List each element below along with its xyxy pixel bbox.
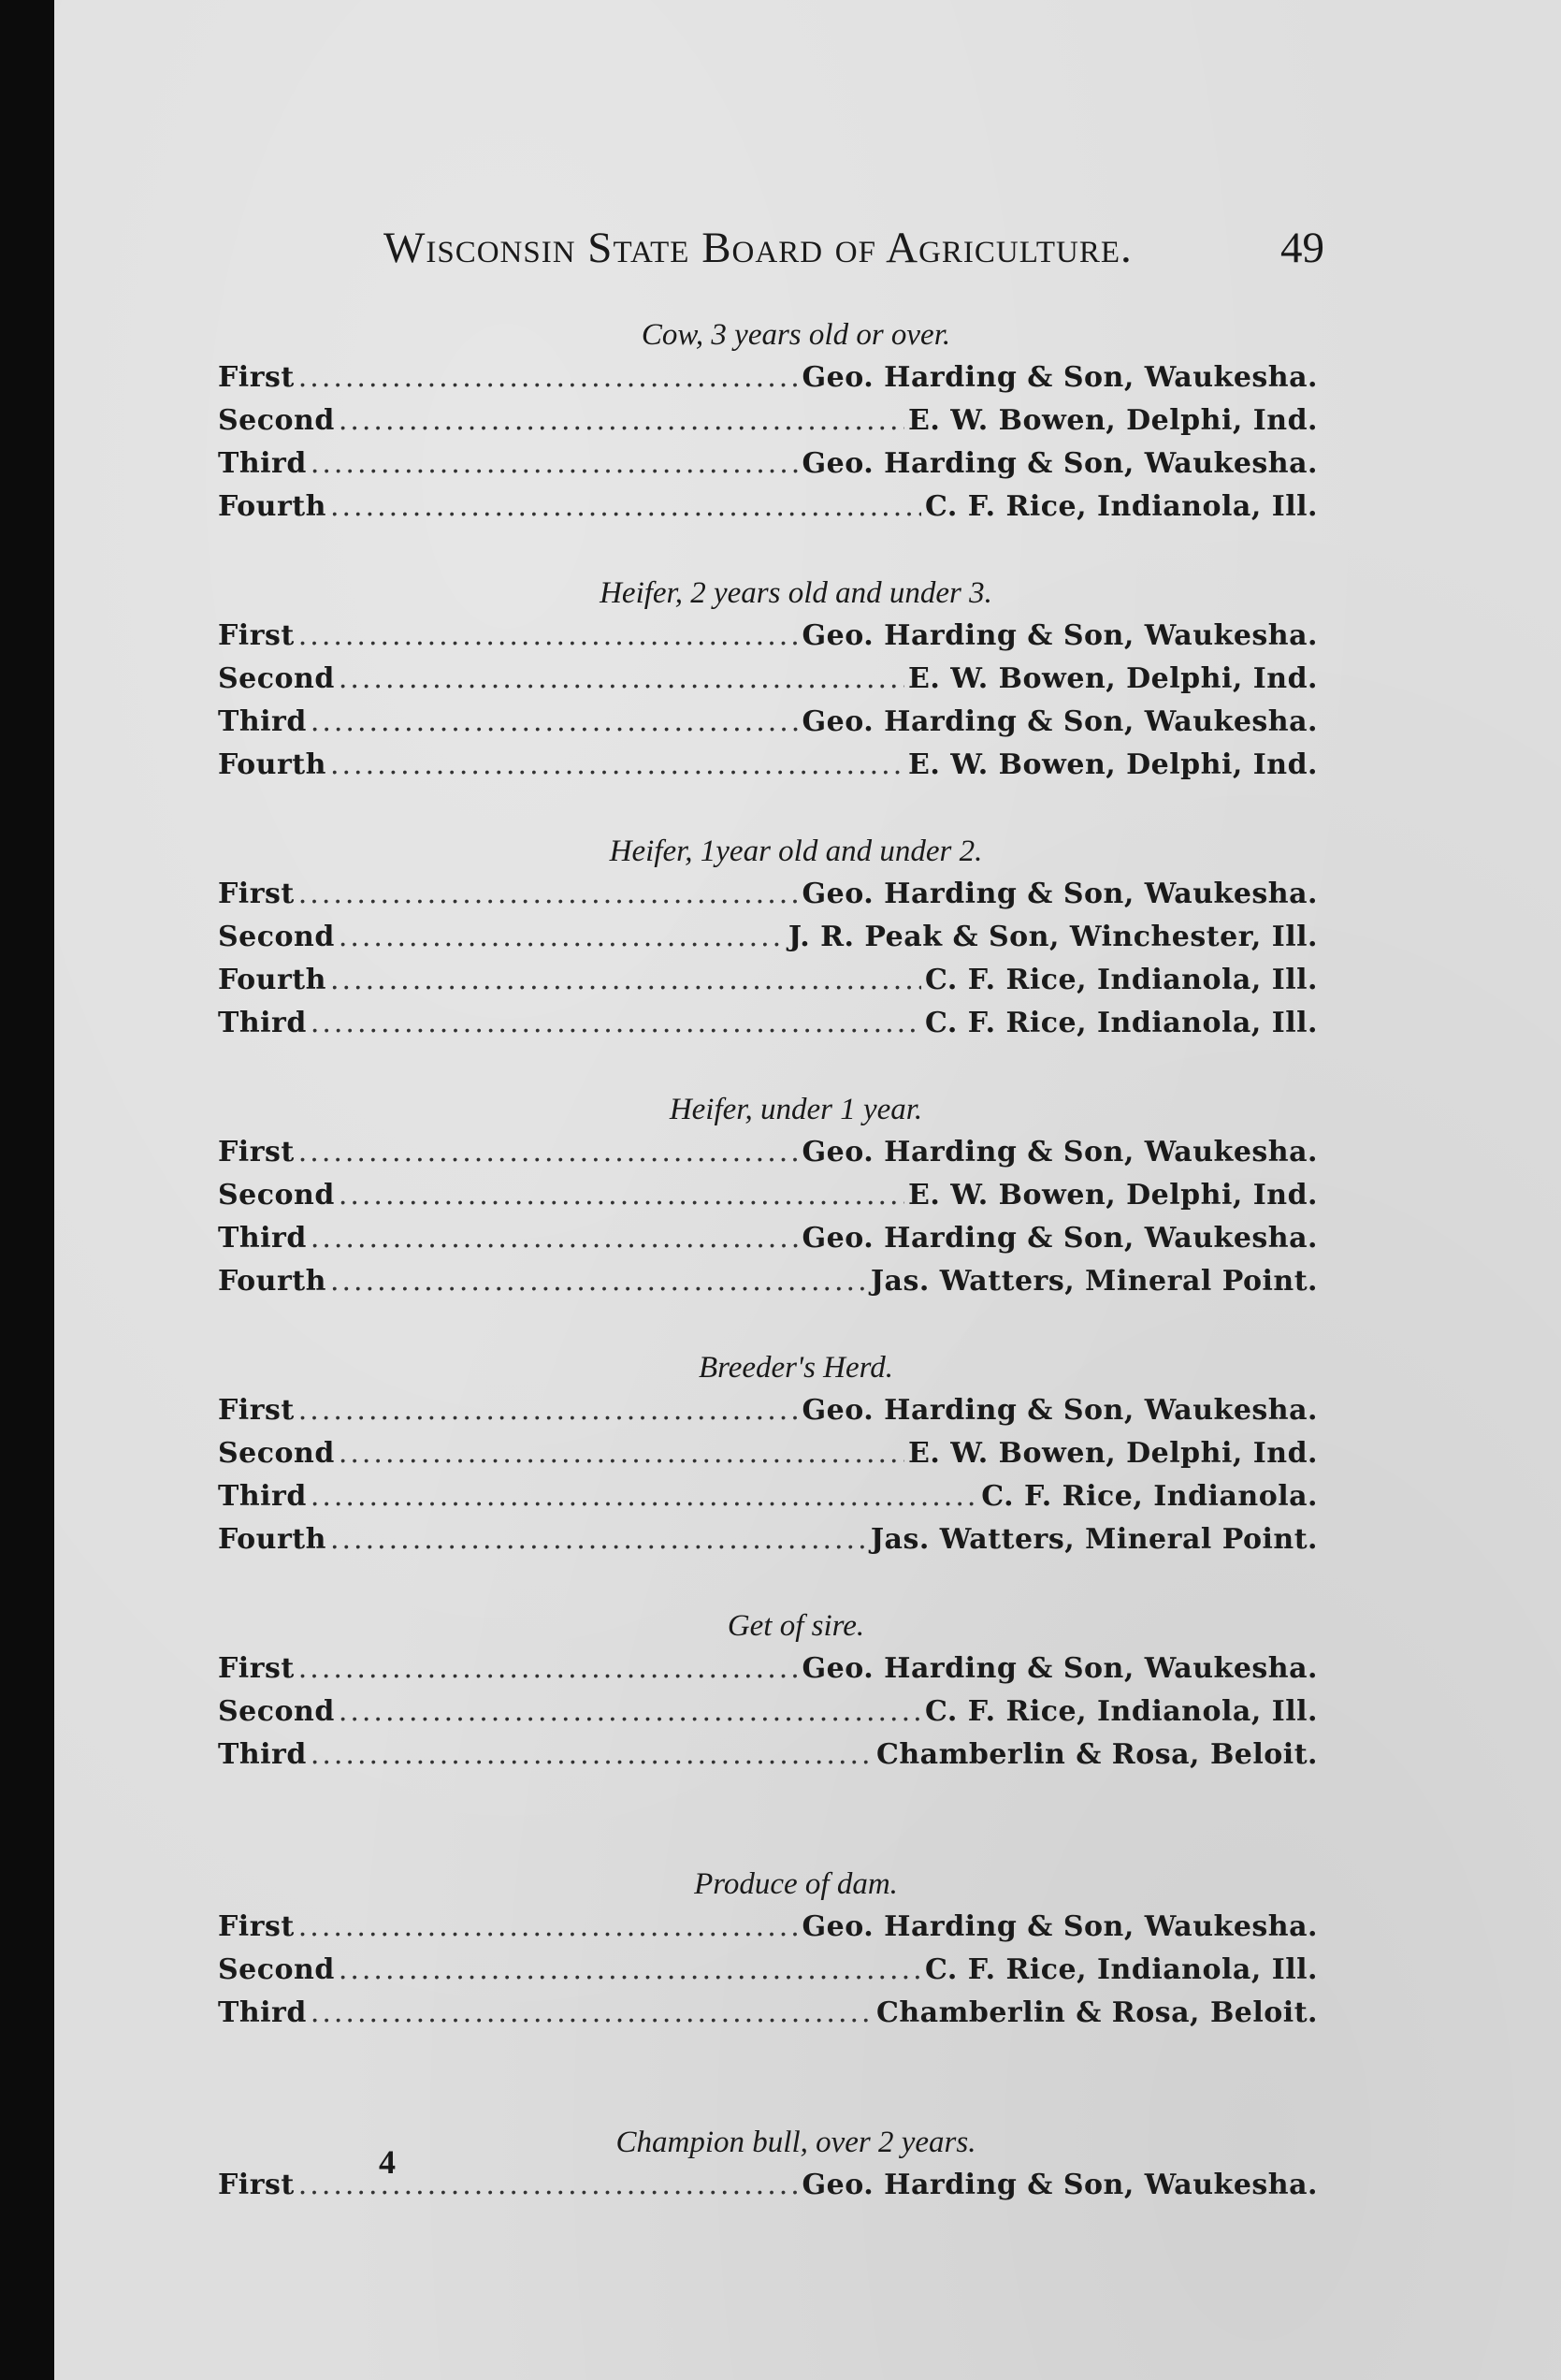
entry-winner: Geo. Harding & Son, Waukesha. xyxy=(802,619,1318,652)
award-entry xyxy=(218,443,1318,486)
award-entry xyxy=(218,1389,1318,1432)
dot-leader xyxy=(298,615,799,658)
entry-winner: E. W. Bowen, Delphi, Ind. xyxy=(908,662,1318,695)
award-entry xyxy=(218,1949,1318,1992)
page-number: 49 xyxy=(1280,224,1324,272)
entry-place: Third xyxy=(218,705,307,738)
section-title: Cow, 3 years old or over. xyxy=(641,318,951,352)
dot-leader xyxy=(298,1906,799,1949)
entry-winner: C. F. Rice, Indianola. xyxy=(981,1480,1318,1513)
dot-leader xyxy=(298,1389,799,1432)
section-title: Produce of dam. xyxy=(694,1867,898,1901)
entry-winner: E. W. Bowen, Delphi, Ind. xyxy=(908,1437,1318,1470)
award-entry xyxy=(218,1647,1318,1691)
entry-winner: Chamberlin & Rosa, Beloit. xyxy=(875,1738,1318,1771)
entry-place: Third xyxy=(218,1480,307,1513)
entry-winner: Geo. Harding & Son, Waukesha. xyxy=(802,1222,1318,1255)
award-section xyxy=(218,1863,1318,2121)
section-title: Heifer, under 1 year. xyxy=(669,1093,923,1126)
entry-place: First xyxy=(218,1910,295,1943)
entry-place: Fourth xyxy=(218,1265,326,1298)
entry-place: Second xyxy=(218,1437,335,1470)
award-entry xyxy=(218,916,1318,959)
entry-place: Second xyxy=(218,1953,335,1986)
entry-winner: Geo. Harding & Son, Waukesha. xyxy=(802,361,1318,394)
award-entry xyxy=(218,1174,1318,1217)
award-entry xyxy=(218,615,1318,658)
entry-winner: C. F. Rice, Indianola, Ill. xyxy=(925,964,1318,996)
award-entry xyxy=(218,1432,1318,1475)
entry-place: First xyxy=(218,1652,295,1685)
entry-place: First xyxy=(218,1394,295,1427)
award-entry xyxy=(218,701,1318,744)
award-entry xyxy=(218,1475,1318,1518)
entry-place: Second xyxy=(218,404,335,437)
entry-winner: Jas. Watters, Mineral Point. xyxy=(870,1265,1318,1298)
award-entry xyxy=(218,399,1318,443)
dot-leader xyxy=(330,959,921,1002)
award-entry xyxy=(218,1518,1318,1561)
entry-winner: Geo. Harding & Son, Waukesha. xyxy=(802,1910,1318,1943)
entry-place: Fourth xyxy=(218,1523,326,1556)
award-section xyxy=(218,1604,1318,1863)
entry-winner: Geo. Harding & Son, Waukesha. xyxy=(802,1136,1318,1168)
award-entry xyxy=(218,486,1318,529)
entry-place: First xyxy=(218,2169,295,2201)
entry-place: First xyxy=(218,1136,295,1168)
dot-leader xyxy=(311,1734,873,1777)
award-entry xyxy=(218,658,1318,701)
dot-leader xyxy=(330,1518,867,1561)
entry-winner: Geo. Harding & Son, Waukesha. xyxy=(802,1394,1318,1427)
entry-winner: J. R. Peak & Son, Winchester, Ill. xyxy=(788,921,1318,953)
entry-place: Third xyxy=(218,1738,307,1771)
entry-winner: C. F. Rice, Indianola, Ill. xyxy=(925,490,1318,523)
award-entry xyxy=(218,873,1318,916)
dot-leader xyxy=(330,486,921,529)
award-section xyxy=(218,572,1318,830)
entry-winner: Chamberlin & Rosa, Beloit. xyxy=(875,1996,1318,2029)
dot-leader xyxy=(330,1260,867,1303)
section-title: Breeder's Herd. xyxy=(698,1351,894,1385)
award-section xyxy=(218,1088,1318,1346)
award-entry xyxy=(218,1734,1318,1777)
award-entry xyxy=(218,1002,1318,1045)
dot-leader xyxy=(311,1217,799,1260)
section-title: Heifer, 2 years old and under 3. xyxy=(600,576,992,610)
entry-place: Fourth xyxy=(218,490,326,523)
award-entry xyxy=(218,1260,1318,1303)
entry-place: Third xyxy=(218,447,307,480)
entry-winner: Geo. Harding & Son, Waukesha. xyxy=(802,2169,1318,2201)
dot-leader xyxy=(298,1647,799,1691)
entry-winner: E. W. Bowen, Delphi, Ind. xyxy=(908,404,1318,437)
entry-place: First xyxy=(218,619,295,652)
dot-leader xyxy=(339,916,785,959)
dot-leader xyxy=(330,744,904,787)
entry-place: Fourth xyxy=(218,964,326,996)
entry-place: First xyxy=(218,878,295,910)
section-title: Champion bull, over 2 years. xyxy=(615,2126,976,2159)
entry-place: Second xyxy=(218,662,335,695)
award-entry xyxy=(218,1992,1318,2035)
entry-place: Second xyxy=(218,1695,335,1728)
running-head: Wisconsin State Board of Agriculture. xyxy=(383,224,1133,272)
dot-leader xyxy=(339,1949,921,1992)
award-entry xyxy=(218,1217,1318,1260)
dot-leader xyxy=(311,701,799,744)
dot-leader xyxy=(339,658,904,701)
dot-leader xyxy=(298,1131,799,1174)
award-entry xyxy=(218,1906,1318,1949)
entry-winner: C. F. Rice, Indianola, Ill. xyxy=(925,1953,1318,1986)
award-entry xyxy=(218,1131,1318,1174)
entry-winner: Geo. Harding & Son, Waukesha. xyxy=(802,878,1318,910)
entry-winner: E. W. Bowen, Delphi, Ind. xyxy=(908,748,1318,781)
page-header xyxy=(383,223,1324,279)
entry-winner: Geo. Harding & Son, Waukesha. xyxy=(802,1652,1318,1685)
entry-place: Second xyxy=(218,1179,335,1212)
entry-winner: C. F. Rice, Indianola, Ill. xyxy=(925,1007,1318,1039)
award-section xyxy=(218,830,1318,1088)
entry-place: Second xyxy=(218,921,335,953)
dot-leader xyxy=(339,399,904,443)
entry-place: Third xyxy=(218,1222,307,1255)
entry-place: Fourth xyxy=(218,748,326,781)
award-entry xyxy=(218,744,1318,787)
entry-place: Third xyxy=(218,1007,307,1039)
dot-leader xyxy=(298,873,799,916)
signature-mark: 4 xyxy=(379,2143,396,2181)
dot-leader xyxy=(339,1174,904,1217)
award-section xyxy=(218,313,1318,572)
section-title: Get of sire. xyxy=(727,1609,865,1643)
dot-leader xyxy=(298,2164,799,2207)
award-listing xyxy=(218,313,1318,2379)
entry-place: Third xyxy=(218,1996,307,2029)
dot-leader xyxy=(311,1992,873,2035)
dot-leader xyxy=(311,1475,977,1518)
entry-winner: Geo. Harding & Son, Waukesha. xyxy=(802,447,1318,480)
award-section xyxy=(218,1346,1318,1604)
award-entry xyxy=(218,356,1318,399)
entry-winner: C. F. Rice, Indianola, Ill. xyxy=(925,1695,1318,1728)
award-entry xyxy=(218,1691,1318,1734)
section-title: Heifer, 1year old and under 2. xyxy=(609,834,983,868)
dot-leader xyxy=(311,443,799,486)
dot-leader xyxy=(311,1002,921,1045)
entry-winner: E. W. Bowen, Delphi, Ind. xyxy=(908,1179,1318,1212)
entry-place: First xyxy=(218,361,295,394)
dot-leader xyxy=(339,1691,921,1734)
dot-leader xyxy=(298,356,799,399)
entry-winner: Geo. Harding & Son, Waukesha. xyxy=(802,705,1318,738)
entry-winner: Jas. Watters, Mineral Point. xyxy=(870,1523,1318,1556)
award-entry xyxy=(218,959,1318,1002)
book-spine-shadow xyxy=(0,0,54,2380)
dot-leader xyxy=(339,1432,904,1475)
